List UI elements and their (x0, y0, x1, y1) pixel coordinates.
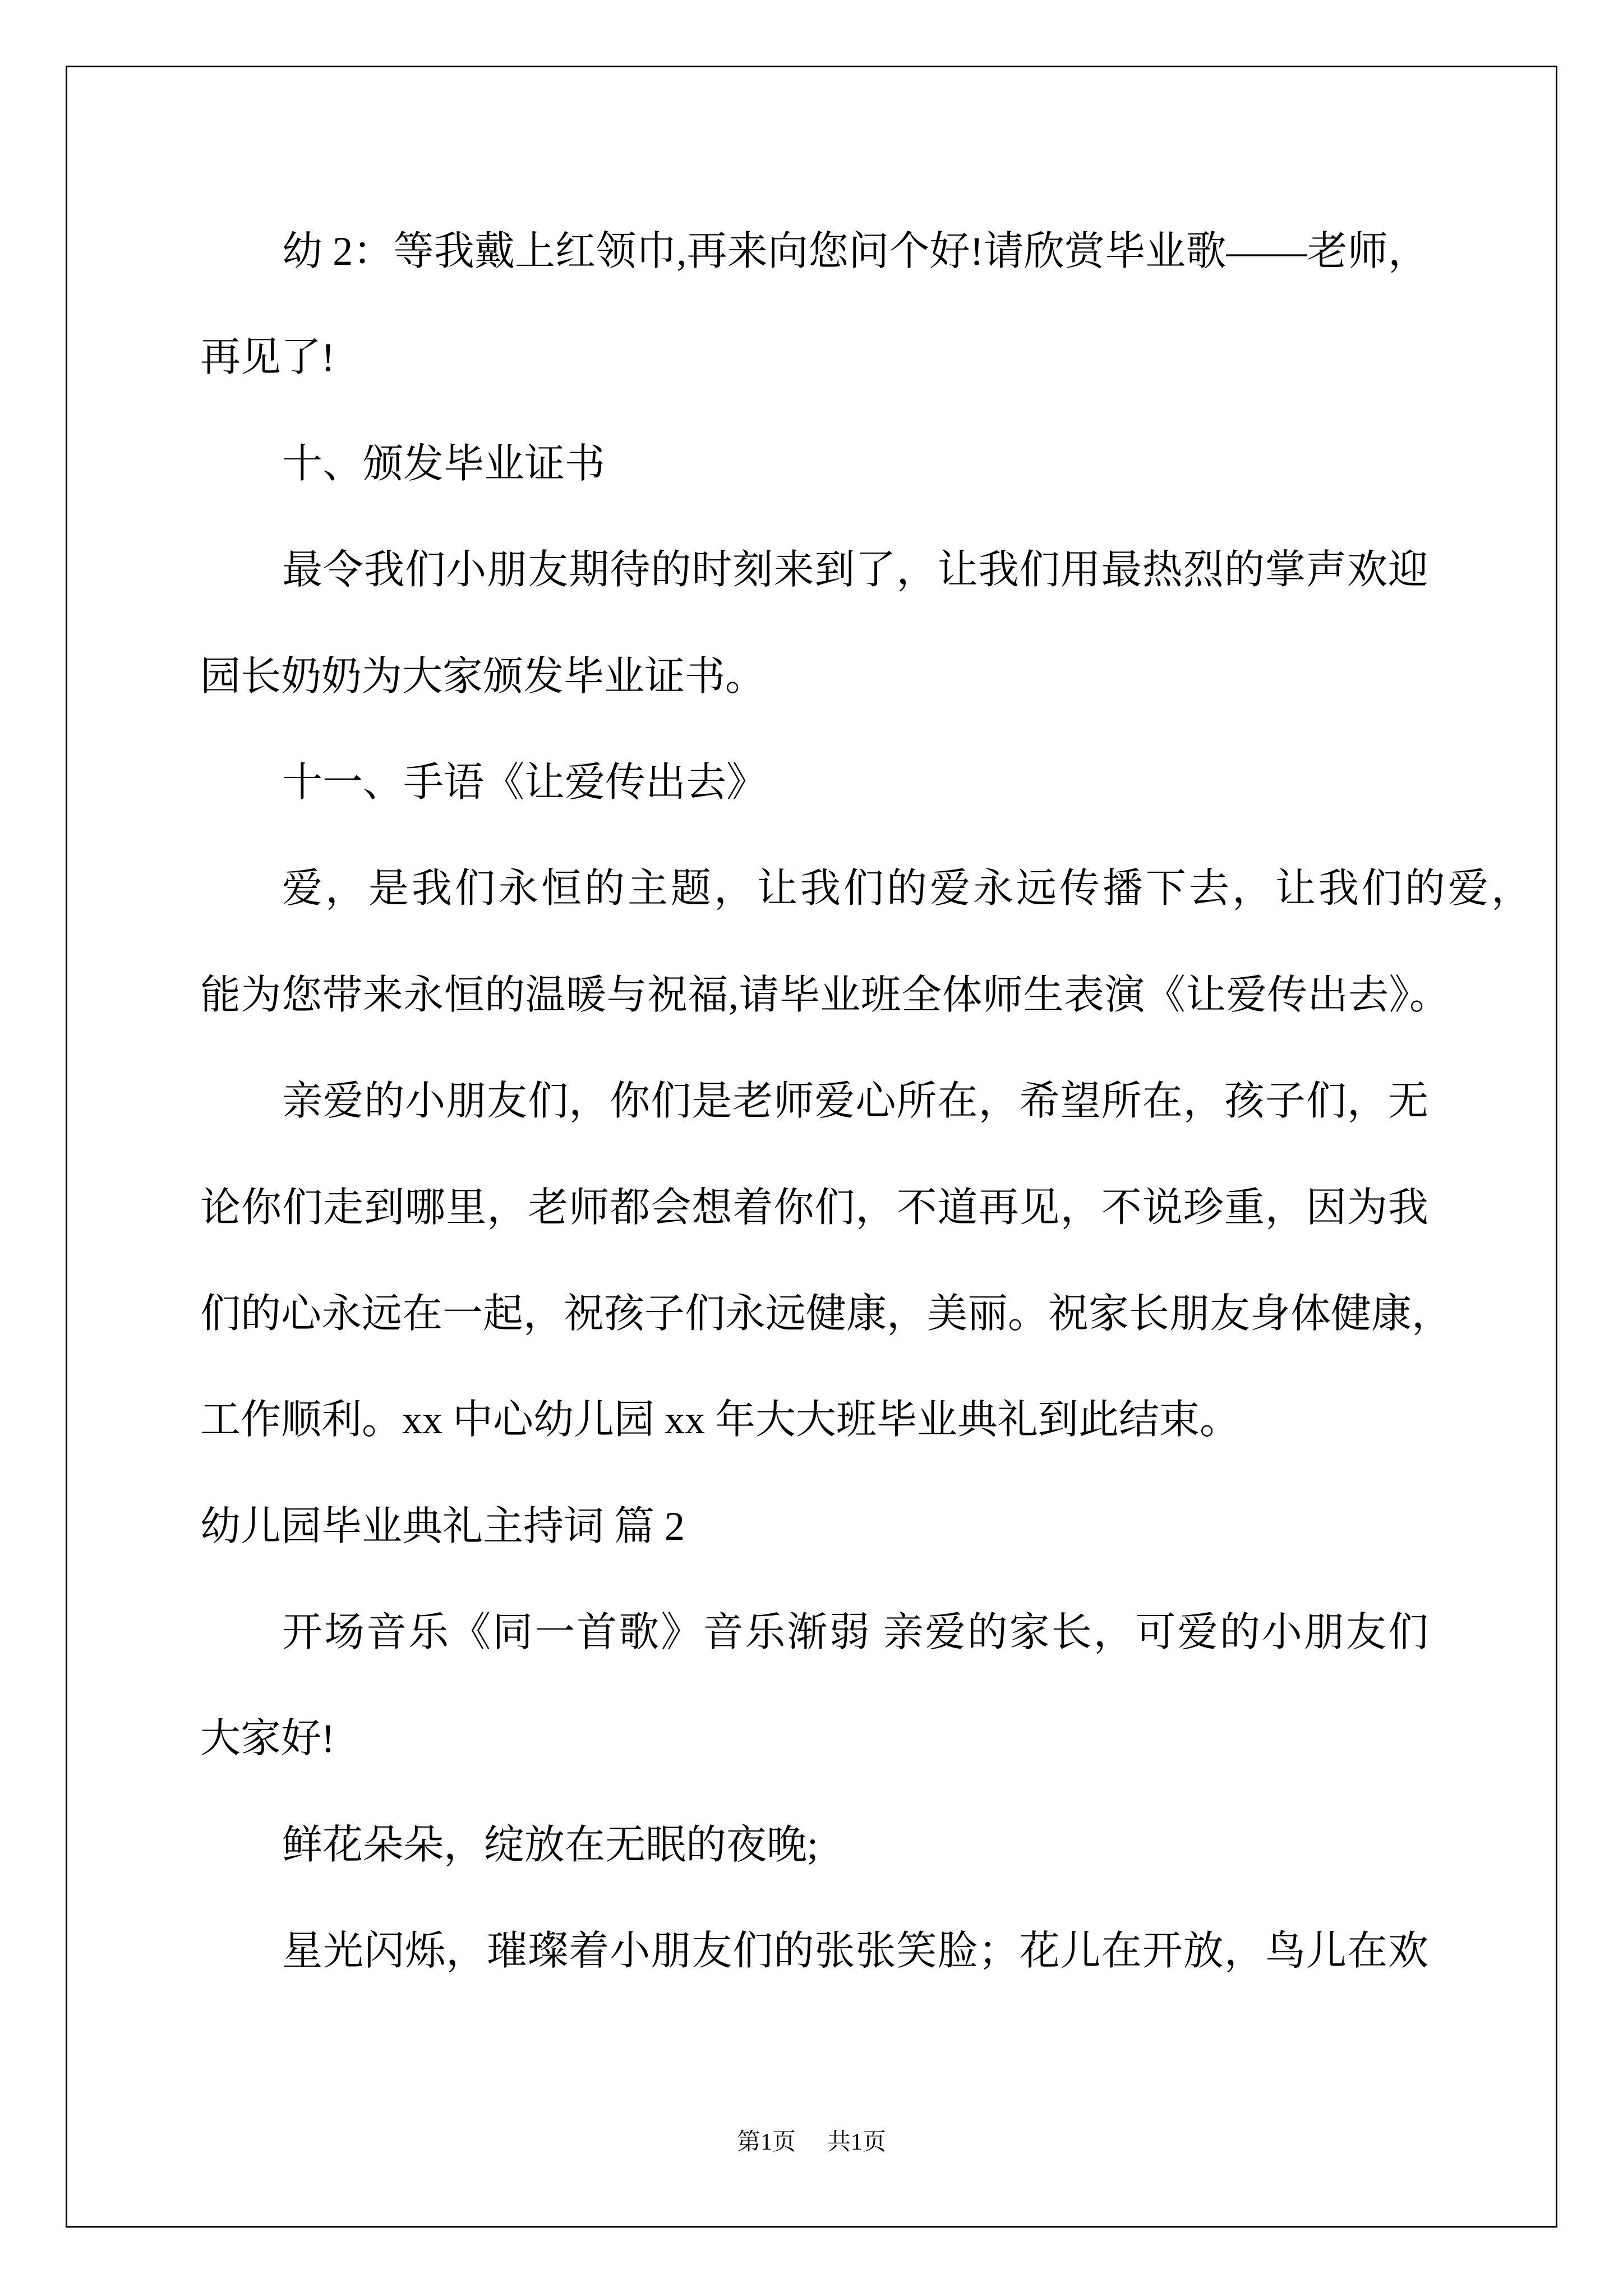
paragraph-line: 再见了! (200, 335, 335, 380)
paragraph-line: 大家好! (200, 1716, 335, 1761)
paragraph (200, 517, 1428, 730)
page-total: 共1页 (827, 2129, 887, 2155)
heading-line: 十一、手语《让爱传出去》 (282, 760, 767, 805)
document-section-title (200, 1474, 1428, 1580)
paragraph-line: 亲爱的小朋友们，你们是老师爱心所在，希望所在，孩子们，无 (282, 1079, 1428, 1124)
paragraph (200, 1792, 1428, 1898)
page-footer (0, 2129, 1623, 2156)
paragraph-line: 论你们走到哪里，老师都会想着你们，不道再见，不说珍重，因为我 (200, 1185, 1428, 1230)
paragraph-line: 工作顺利。xx 中心幼儿园 xx 年大大班毕业典礼到此结束。 (200, 1397, 1241, 1443)
paragraph (200, 1898, 1428, 2004)
paragraph-line: 开场音乐《同一首歌》音乐渐弱 亲爱的家长，可爱的小朋友们 (282, 1610, 1428, 1655)
paragraph (200, 199, 1428, 411)
paragraph-line: 幼 2：等我戴上红领巾,再来向您问个好!请欣赏毕业歌——老师， (282, 229, 1428, 274)
section-title-line: 幼儿园毕业典礼主持词 篇 2 (200, 1503, 685, 1549)
paragraph-line: 们的心永远在一起，祝孩子们永远健康，美丽。祝家长朋友身体健康， (200, 1291, 1453, 1336)
paragraph-line: 星光闪烁，璀璨着小朋友们的张张笑脸；花儿在开放，鸟儿在欢 (282, 1929, 1428, 1974)
paragraph-line: 最令我们小朋友期待的时刻来到了，让我们用最热烈的掌声欢迎 (282, 547, 1428, 593)
section-heading (200, 411, 1428, 517)
heading-line: 十、颁发毕业证书 (282, 441, 606, 486)
paragraph (200, 1580, 1428, 1792)
document-body (200, 199, 1532, 2005)
paragraph-line: 爱，是我们永恒的主题，让我们的爱永远传播下去，让我们的爱， (282, 866, 1532, 912)
paragraph (200, 836, 1532, 1048)
page-number: 第1页 (736, 2129, 796, 2155)
paragraph-line: 能为您带来永恒的温暖与祝福,请毕业班全体师生表演《让爱传出去》。 (200, 972, 1450, 1018)
paragraph-line: 鲜花朵朵，绽放在无眠的夜晚; (282, 1822, 819, 1867)
section-heading (200, 730, 1428, 836)
paragraph-line: 园长奶奶为大家颁发毕业证书。 (200, 654, 766, 699)
paragraph (200, 1048, 1453, 1474)
